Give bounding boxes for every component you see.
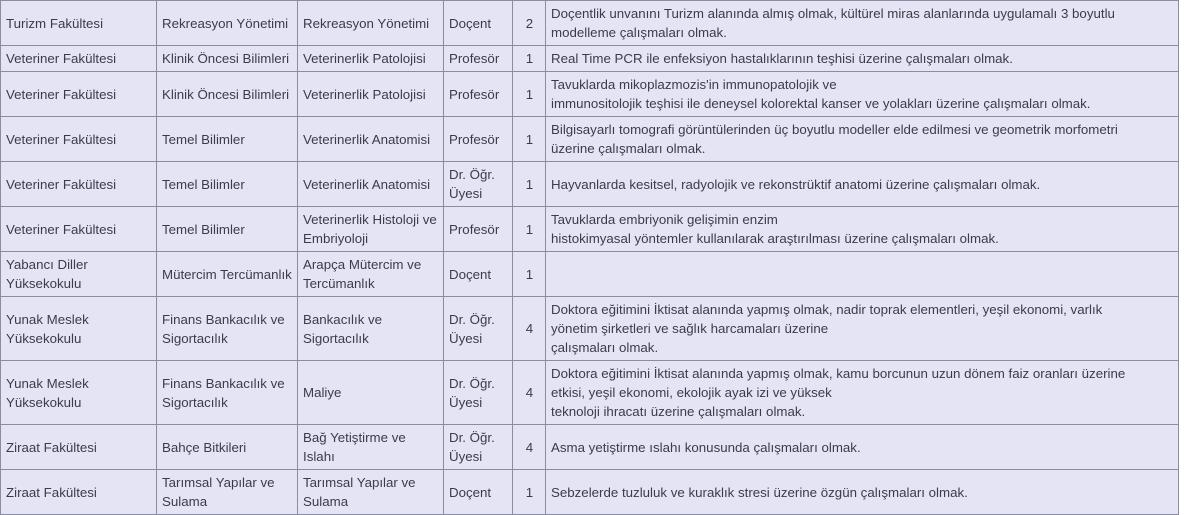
cell-department: Finans Bankacılık ve Sigortacılık: [157, 361, 298, 425]
description-line: Doçentlik unvanını Turizm alanında almış olmak, kültürel miras alanlarında uygulamalı 3 boyutlu: [551, 6, 1115, 21]
description-line: modelleme çalışmaları olmak.: [551, 25, 727, 40]
description-line: üzerine çalışmaları olmak.: [551, 141, 706, 156]
cell-description: [546, 1, 1179, 46]
cell-count: 1: [513, 207, 546, 252]
cell-program: Arapça Mütercim ve Tercümanlık: [298, 252, 444, 297]
cell-title: Dr. Öğr. Üyesi: [444, 162, 513, 207]
cell-faculty: Ziraat Fakültesi: [1, 425, 157, 470]
cell-faculty: Yunak Meslek Yüksekokulu: [1, 297, 157, 361]
cell-department: Rekreasyon Yönetimi: [157, 1, 298, 46]
cell-title: Doçent: [444, 1, 513, 46]
table-row: [1, 117, 1179, 162]
cell-title: Profesör: [444, 207, 513, 252]
description-empty: [551, 255, 1174, 274]
cell-count: 1: [513, 117, 546, 162]
cell-count: 1: [513, 470, 546, 515]
cell-title: Doçent: [444, 252, 513, 297]
description-line: Bilgisayarlı tomografi görüntülerinden üç boyutlu modeller elde edilmesi ve geometrik morfometri: [551, 122, 1118, 137]
table-row: [1, 162, 1179, 207]
cell-department: Mütercim Tercümanlık: [157, 252, 298, 297]
cell-faculty: Veteriner Fakültesi: [1, 46, 157, 72]
description-line: etkisi, yeşil ekonomi, ekolojik ayak izi ve yüksek: [551, 385, 832, 400]
cell-faculty: Ziraat Fakültesi: [1, 470, 157, 515]
description-line: yönetim şirketleri ve sağlık harcamaları üzerine: [551, 321, 829, 336]
table-row: [1, 425, 1179, 470]
table-row: [1, 252, 1179, 297]
cell-title: Profesör: [444, 117, 513, 162]
description-line: Hayvanlarda kesitsel, radyolojik ve rekonstrüktif anatomi üzerine çalışmaları olmak.: [551, 176, 1041, 192]
cell-program: Bağ Yetiştirme ve Islahı: [298, 425, 444, 470]
cell-faculty: Yunak Meslek Yüksekokulu: [1, 361, 157, 425]
cell-program: Veterinerlik Anatomisi: [298, 117, 444, 162]
description-line: Doktora eğitimini İktisat alanında yapmış olmak, kamu borcunun uzun dönem faiz oranları üzerine: [551, 366, 1126, 381]
table-row: [1, 361, 1179, 425]
cell-description: [546, 470, 1179, 515]
description-line: Asma yetiştirme ıslahı konusunda çalışmaları olmak.: [551, 439, 861, 455]
cell-department: Klinik Öncesi Bilimleri: [157, 72, 298, 117]
cell-program: Tarımsal Yapılar ve Sulama: [298, 470, 444, 515]
cell-count: 1: [513, 252, 546, 297]
cell-title: Dr. Öğr. Üyesi: [444, 361, 513, 425]
cell-description: [546, 72, 1179, 117]
cell-count: 4: [513, 425, 546, 470]
cell-description: [546, 46, 1179, 72]
table-row: [1, 470, 1179, 515]
cell-program: Veterinerlik Patolojisi: [298, 46, 444, 72]
cell-count: 1: [513, 162, 546, 207]
cell-title: Doçent: [444, 470, 513, 515]
cell-description: [546, 207, 1179, 252]
table-row: [1, 297, 1179, 361]
description-line: çalışmaları olmak.: [551, 340, 659, 355]
cell-title: Dr. Öğr. Üyesi: [444, 425, 513, 470]
table-row: [1, 72, 1179, 117]
cell-description: [546, 425, 1179, 470]
table-row: [1, 207, 1179, 252]
cell-program: Veterinerlik Histoloji ve Embriyoloji: [298, 207, 444, 252]
cell-program: Rekreasyon Yönetimi: [298, 1, 444, 46]
cell-title: Profesör: [444, 46, 513, 72]
cell-program: Bankacılık ve Sigortacılık: [298, 297, 444, 361]
cell-count: 1: [513, 72, 546, 117]
cell-count: 4: [513, 297, 546, 361]
cell-count: 1: [513, 46, 546, 72]
description-empty: [551, 274, 1174, 293]
cell-department: Finans Bankacılık ve Sigortacılık: [157, 297, 298, 361]
description-line: Sebzelerde tuzluluk ve kuraklık stresi üzerine özgün çalışmaları olmak.: [551, 484, 968, 500]
description-line: Tavuklarda embriyonik gelişimin enzim: [551, 212, 778, 227]
cell-description: [546, 361, 1179, 425]
cell-faculty: Turizm Fakültesi: [1, 1, 157, 46]
description-line: Doktora eğitimini İktisat alanında yapmış olmak, nadir toprak elementleri, yeşil ekonomi, varlık: [551, 302, 1103, 317]
table-row: [1, 1, 1179, 46]
cell-faculty: Veteriner Fakültesi: [1, 72, 157, 117]
cell-faculty: Veteriner Fakültesi: [1, 117, 157, 162]
cell-description: [546, 297, 1179, 361]
cell-program: Maliye: [298, 361, 444, 425]
table-body: [1, 1, 1179, 515]
cell-program: Veterinerlik Anatomisi: [298, 162, 444, 207]
description-line: histokimyasal yöntemler kullanılarak araştırılması üzerine çalışmaları olmak.: [551, 231, 999, 246]
cell-department: Temel Bilimler: [157, 162, 298, 207]
cell-title: Dr. Öğr. Üyesi: [444, 297, 513, 361]
table-row: [1, 46, 1179, 72]
cell-description: [546, 252, 1179, 297]
description-line: Real Time PCR ile enfeksiyon hastalıklarının teşhisi üzerine çalışmaları olmak.: [551, 51, 1013, 66]
cell-faculty: Veteriner Fakültesi: [1, 162, 157, 207]
cell-faculty: Veteriner Fakültesi: [1, 207, 157, 252]
cell-description: [546, 117, 1179, 162]
cell-title: Profesör: [444, 72, 513, 117]
cell-faculty: Yabancı Diller Yüksekokulu: [1, 252, 157, 297]
cell-description: [546, 162, 1179, 207]
cell-department: Tarımsal Yapılar ve Sulama: [157, 470, 298, 515]
cell-department: Temel Bilimler: [157, 117, 298, 162]
cell-department: Bahçe Bitkileri: [157, 425, 298, 470]
cell-program: Veterinerlik Patolojisi: [298, 72, 444, 117]
description-line: teknoloji ihracatı üzerine çalışmaları olmak.: [551, 404, 806, 419]
description-line: immunositolojik teşhisi ile deneysel kolorektal kanser ve yolakları üzerine çalışmaları olmak.: [551, 96, 1091, 111]
description-line: Tavuklarda mikoplazmozis'in immunopatolojik ve: [551, 77, 837, 92]
cell-count: 4: [513, 361, 546, 425]
cell-department: Klinik Öncesi Bilimleri: [157, 46, 298, 72]
cell-count: 2: [513, 1, 546, 46]
cell-department: Temel Bilimler: [157, 207, 298, 252]
